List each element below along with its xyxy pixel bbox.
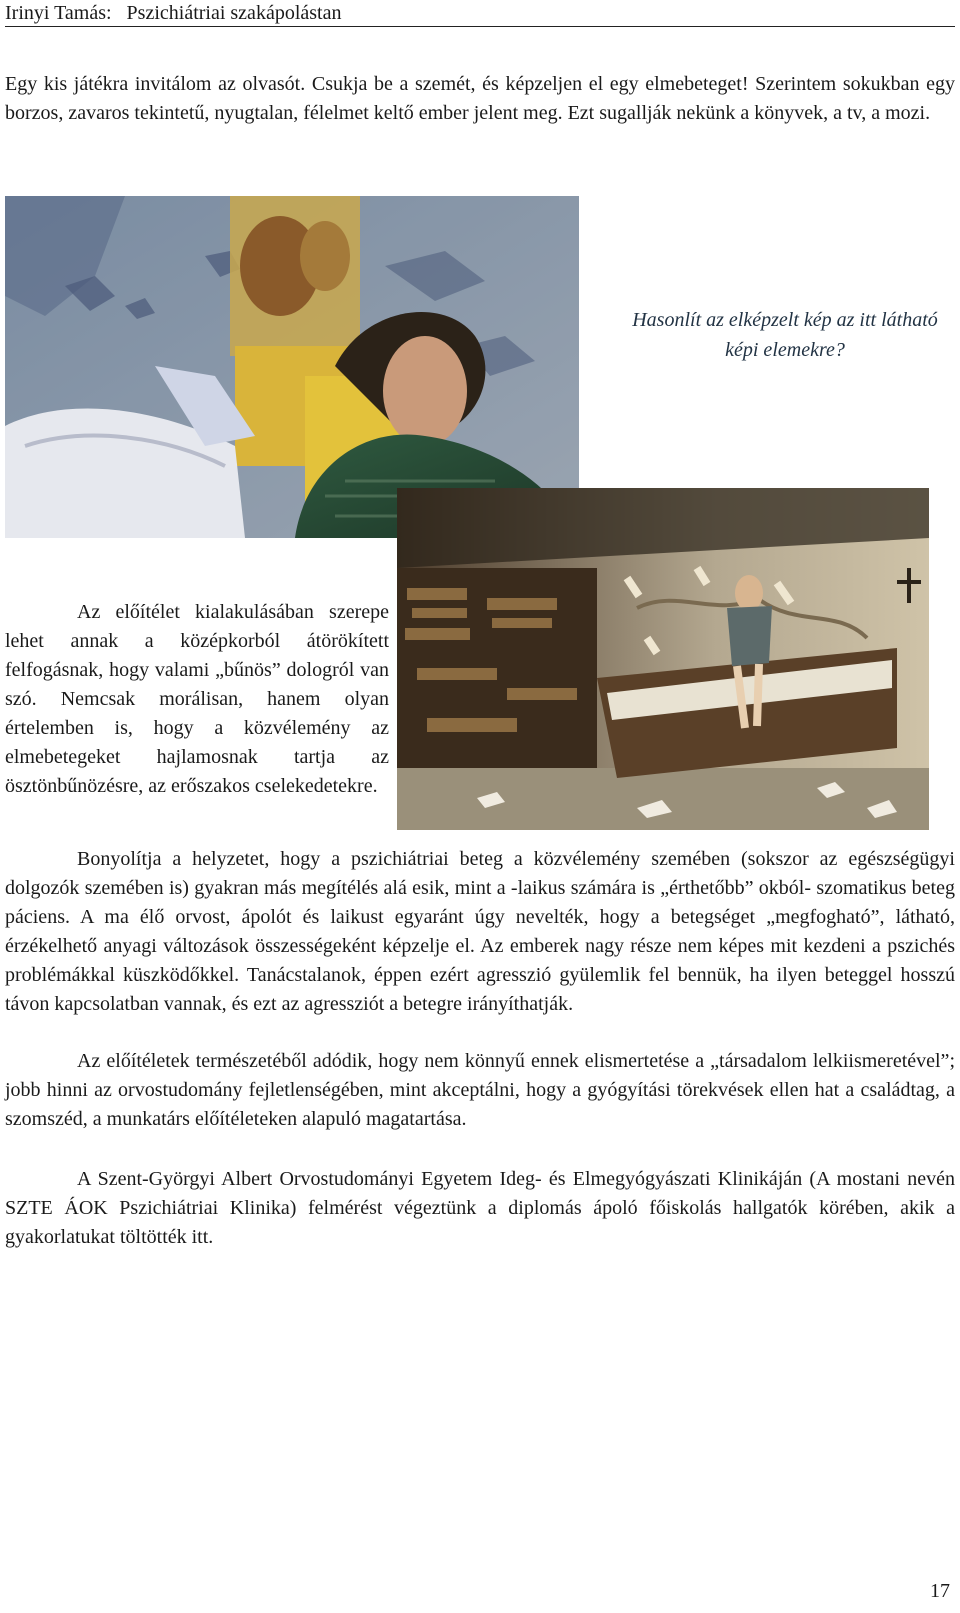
body-paragraph-2: Az előítéletek természetéből adódik, hogy nem könnyű ennek elismertetése a „társadalom lelkiismeretével”; jobb hinni az orvostudomány fejletlenségében, mint akceptálni, hogy a gyógyítási törekvések ellen hat a családtag, a szomszéd, a munkatárs előítéleteken alapuló magatartása. — [5, 1050, 955, 1130]
body-paragraph-1: Bonyolítja a helyzetet, hogy a pszichiátriai beteg a közvélemény szemében (sokszor az egészségügyi dolgozók szemében is) gyakran más megítélés alá esik, mint a -laikus számára is „érthetőbb” okból- szomatikus beteg páciens. A ma élő orvost, ápolót és laikust egyaránt úgy nevelték, hogy a betegséget „megfogható”, látható, érzékelhető anyagi változások összességeként képzelje el. Az emberek nagy része nem képes mit kezdeni a pszichés problémákkal küszködőkkel. Tanácstalanok, éppen ezért agresszió gyülemlik fel bennük, ha ilyen beteggel hosszú távon kapcsolatban vannak, és ezt az agressziót a betegre irányíthatják. — [5, 848, 955, 1015]
photo-man-on-bed — [5, 196, 579, 538]
body-paragraph-3: A Szent-Györgyi Albert Orvostudományi Egyetem Ideg- és Elmegyógyászati Klinikáján (A mostani nevén SZTE ÁOK Pszichiátriai Klinika) felmérést végeztünk a diplomás ápoló főiskolás hallgatók körében, akik a gyakorlatukat töltötték itt. — [5, 1168, 955, 1248]
photo-woman-on-bed — [397, 488, 929, 830]
intro-paragraph: Egy kis játékra invitálom az olvasót. Csukja be a szemét, és képzeljen el egy elmebeteget! Szerintem sokukban egy borzos, zavaros tekintetű, nyugtalan, félelmet keltő ember jelent meg. Ezt sugallják nekünk a könyvek, a tv, a mozi. — [5, 73, 955, 124]
running-header: Irinyi Tamás: Pszichiátriai szakápolástan — [5, 0, 955, 27]
photo-caption: Hasonlít az elképzelt kép az itt látható képi elemekre? — [632, 309, 938, 361]
page-number: 17 — [930, 1580, 950, 1602]
side-paragraph: Az előítélet kialakulásában szerepe lehet annak a középkorból átörökített felfogásnak, hogy valami „bűnös” dologról van szó. Nemcsak morálisan, hanem olyan értelemben is, hogy a közvélemény az elmebetegeket hajlamosnak tartja az ösztönbűnözésre, az erőszakos cselekedetekre. — [5, 601, 389, 797]
